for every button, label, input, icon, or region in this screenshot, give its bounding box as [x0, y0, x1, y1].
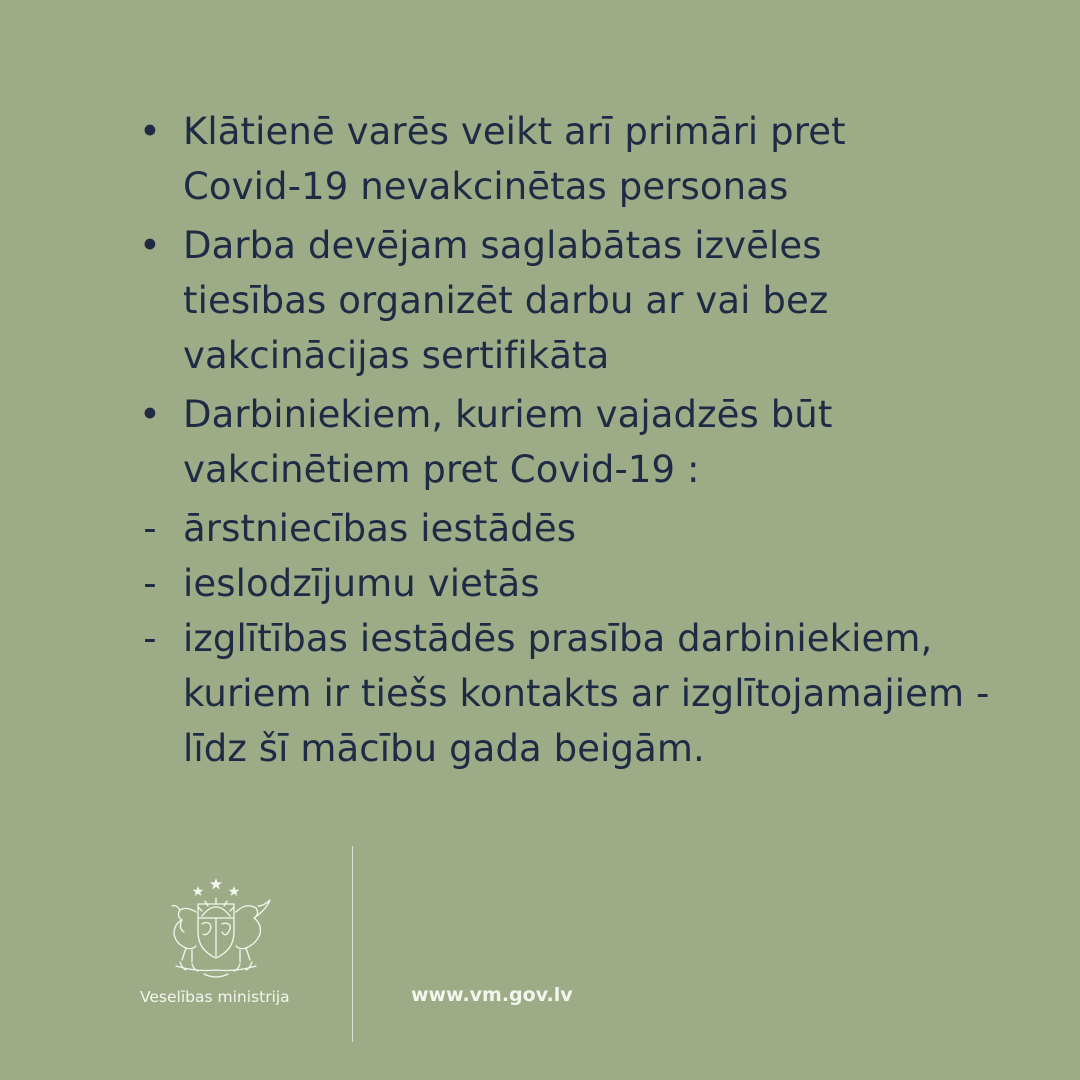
list-item-line: kuriem ir tiešs kontakts ar izglītojamajiem -	[183, 672, 990, 715]
list-item-line: Klātienē varēs veikt arī primāri pret	[183, 110, 846, 153]
bullet-marker: •	[139, 224, 161, 267]
list-item-line: Darba devējam saglabātas izvēles	[183, 224, 822, 267]
sub-list-item	[138, 611, 1038, 776]
list-item-line: izglītības iestādēs prasība darbiniekiem,	[183, 617, 933, 660]
list-item-line: tiesības organizēt darbu ar vai bez	[183, 279, 829, 322]
footer-divider	[352, 846, 353, 1042]
list-item-line: vakcinācijas sertifikāta	[183, 334, 610, 377]
dash-marker: -	[143, 562, 157, 605]
list-item-line: Covid-19 nevakcinētas personas	[183, 165, 789, 208]
list-item	[138, 218, 1038, 383]
ministry-name: Veselības ministrija	[140, 988, 290, 1006]
dash-marker: -	[143, 617, 157, 660]
list-item-line: Darbiniekiem, kuriem vajadzēs būt	[183, 393, 833, 436]
bullet-list	[138, 104, 1038, 776]
list-item-line: līdz šī mācību gada beigām.	[183, 727, 705, 770]
latvia-coat-of-arms-icon	[146, 872, 286, 984]
dash-marker: -	[143, 507, 157, 550]
website-link[interactable]: www.vm.gov.lv	[411, 984, 573, 1006]
list-item	[138, 387, 1038, 497]
sub-list-item	[138, 501, 1038, 556]
list-item	[138, 104, 1038, 214]
list-item-line: ieslodzījumu vietās	[183, 562, 540, 605]
bullet-marker: •	[139, 393, 161, 436]
bullet-marker: •	[139, 110, 161, 153]
sub-list-item	[138, 556, 1038, 611]
list-item-line: ārstniecības iestādēs	[183, 507, 577, 550]
list-item-line: vakcinētiem pret Covid-19 :	[183, 448, 700, 491]
